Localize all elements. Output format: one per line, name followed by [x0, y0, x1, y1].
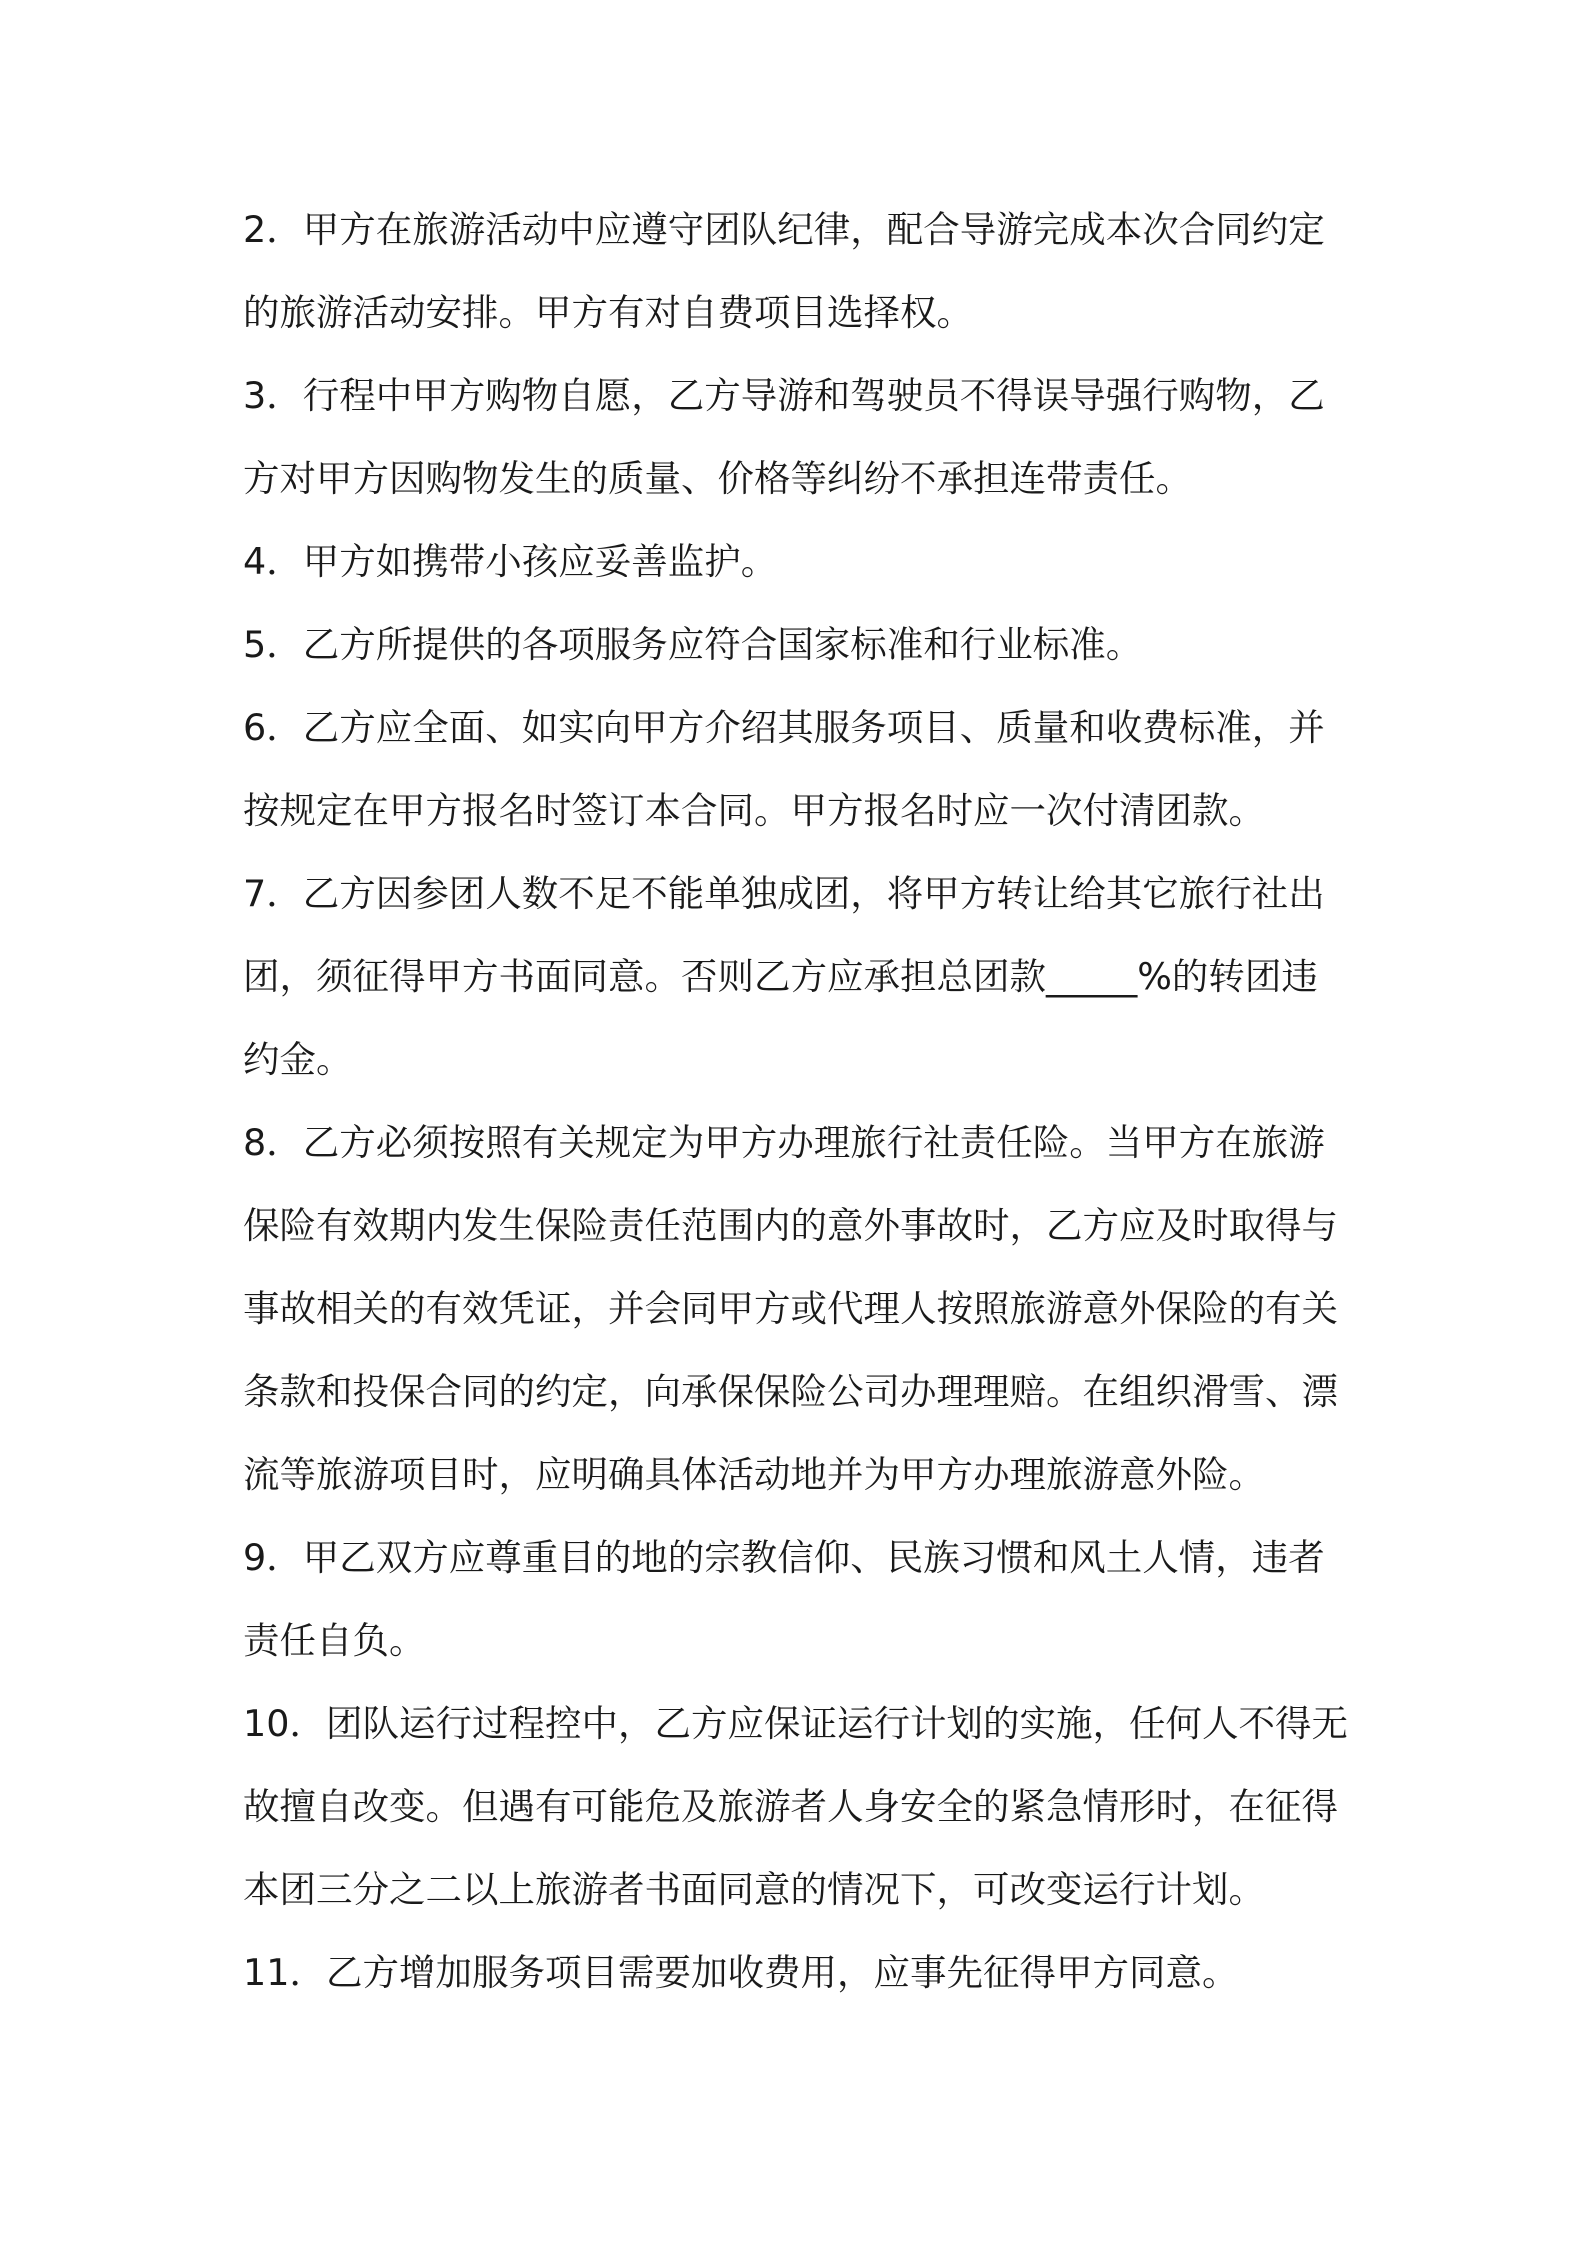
clause-10-line-1: 10．团队运行过程控中，乙方应保证运行计划的实施，任何人不得无: [243, 1702, 1348, 1745]
clause-7-line-1: 7．乙方因参团人数不足不能单独成团，将甲方转让给其它旅行社出: [243, 872, 1325, 915]
clause-3-line-2: 方对甲方因购物发生的质量、价格等纠纷不承担连带责任。: [243, 457, 1192, 500]
clause-9-line-1: 9．甲乙双方应尊重目的地的宗教信仰、民族习惯和风土人情，违者: [243, 1536, 1325, 1579]
clause-11-line-1: 11．乙方增加服务项目需要加收费用，应事先征得甲方同意。: [243, 1951, 1239, 1994]
clause-9-line-2: 责任自负。: [243, 1619, 426, 1662]
clause-3-line-1: 3．行程中甲方购物自愿，乙方导游和驾驶员不得误导强行购物，乙: [243, 374, 1325, 417]
clause-8-line-1: 8．乙方必须按照有关规定为甲方办理旅行社责任险。当甲方在旅游: [243, 1121, 1325, 1164]
clause-6-line-1: 6．乙方应全面、如实向甲方介绍其服务项目、质量和收费标准，并: [243, 706, 1325, 749]
clause-10-line-2: 故擅自改变。但遇有可能危及旅游者人身安全的紧急情形时，在征得: [243, 1785, 1338, 1828]
clause-8-line-3: 事故相关的有效凭证，并会同甲方或代理人按照旅游意外保险的有关: [243, 1287, 1338, 1330]
clause-7-line-3: 约金。: [243, 1038, 353, 1081]
clause-10-line-3: 本团三分之二以上旅游者书面同意的情况下，可改变运行计划。: [243, 1868, 1265, 1911]
clause-7-line-2: 团，须征得甲方书面同意。否则乙方应承担总团款_____%的转团违: [243, 955, 1318, 998]
clause-8-line-2: 保险有效期内发生保险责任范围内的意外事故时，乙方应及时取得与: [243, 1204, 1338, 1247]
clause-2-line-2: 的旅游活动安排。甲方有对自费项目选择权。: [243, 291, 973, 334]
clause-4-line-1: 4．甲方如携带小孩应妥善监护。: [243, 540, 778, 583]
clause-8-line-4: 条款和投保合同的约定，向承保保险公司办理理赔。在组织滑雪、漂: [243, 1370, 1338, 1413]
clause-6-line-2: 按规定在甲方报名时签订本合同。甲方报名时应一次付清团款。: [243, 789, 1265, 832]
clause-5-line-1: 5．乙方所提供的各项服务应符合国家标准和行业标准。: [243, 623, 1143, 666]
clause-2-line-1: 2．甲方在旅游活动中应遵守团队纪律，配合导游完成本次合同约定: [243, 208, 1325, 251]
clause-8-line-5: 流等旅游项目时，应明确具体活动地并为甲方办理旅游意外险。: [243, 1453, 1265, 1496]
